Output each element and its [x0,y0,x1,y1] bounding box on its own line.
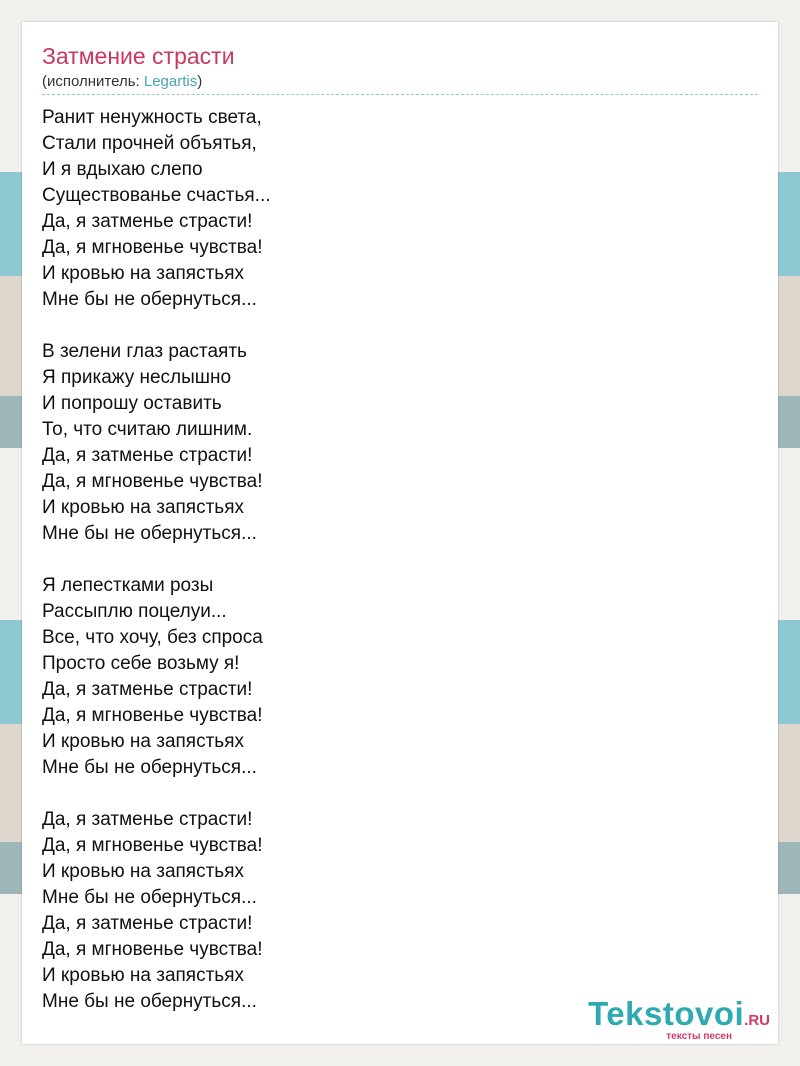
song-title: Затмение страсти [42,43,235,69]
stanza [42,573,742,781]
lyric-line: Стали прочней объятья, [42,133,257,154]
site-logo[interactable] [588,997,770,1042]
lyric-line: Мне бы не обернуться... [42,289,257,310]
lyrics-card [22,22,778,1044]
lyric-line: Просто себе возьму я! [42,653,240,674]
stanza [42,105,742,313]
lyric-line: Все, что хочу, без спроса [42,627,263,648]
lyric-line: И кровью на запястьях [42,731,244,752]
lyric-line: Рассыплю поцелуи... [42,601,227,622]
logo-tagline: тексты песен [666,1031,732,1042]
logo-tld: .RU [744,1012,770,1029]
performer-line [42,73,202,90]
lyric-line: И кровью на запястьях [42,965,244,986]
lyric-line: Мне бы не обернуться... [42,991,257,1012]
lyric-line: Да, я затменье страсти! [42,809,253,830]
lyric-line: И кровью на запястьях [42,263,244,284]
lyric-line: Да, я мгновенье чувства! [42,835,263,856]
lyric-line: И попрошу оставить [42,393,222,414]
lyric-line: Да, я затменье страсти! [42,913,253,934]
lyric-line: И кровью на запястьях [42,497,244,518]
lyric-line: В зелени глаз растаять [42,341,247,362]
lyric-line: Я прикажу неслышно [42,367,232,388]
lyric-line: Да, я мгновенье чувства! [42,705,263,726]
lyric-line: Да, я мгновенье чувства! [42,939,263,960]
lyric-line: Да, я затменье страсти! [42,211,253,232]
lyrics-body [42,105,742,1015]
artist-link[interactable]: Legartis [143,73,198,90]
lyric-line: Ранит ненужность света, [42,107,262,128]
lyric-line: И я вдыхаю слепо [42,159,203,180]
logo-main-text: Tekstovoi [588,995,745,1032]
lyric-line: И кровью на запястьях [42,861,244,882]
lyric-line: Мне бы не обернуться... [42,757,257,778]
lyric-line: Да, я мгновенье чувства! [42,237,263,258]
lyric-line: Да, я затменье страсти! [42,445,253,466]
lyric-line: Да, я затменье страсти! [42,679,253,700]
lyric-line: Я лепестками розы [42,575,214,596]
lyric-line: Да, я мгновенье чувства! [42,471,263,492]
lyric-line: Мне бы не обернуться... [42,523,257,544]
stanza [42,807,742,1015]
lyric-line: То, что считаю лишним. [42,419,253,440]
divider [42,94,758,95]
performer-prefix: (исполнитель: [42,73,144,90]
lyric-line: Мне бы не обернуться... [42,887,257,908]
lyric-line: Существованье счастья... [42,185,271,206]
performer-suffix: ) [197,73,203,90]
stanza [42,339,742,547]
